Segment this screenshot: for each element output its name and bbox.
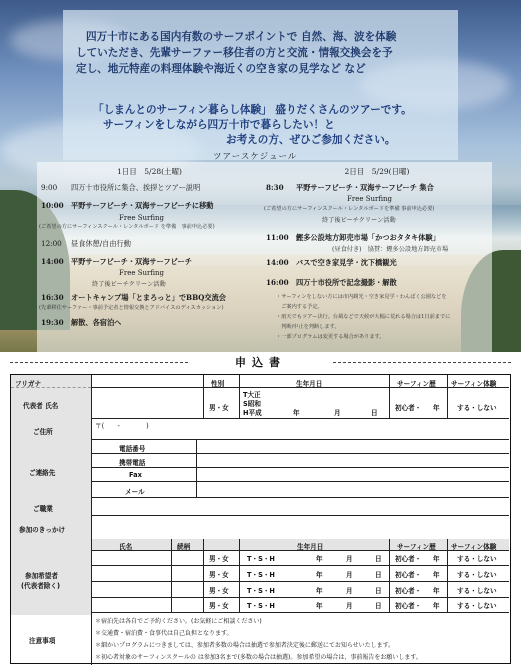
year-label: 年 <box>316 587 323 595</box>
participant-era-options[interactable]: T・S・H <box>247 571 275 579</box>
schedule-event: 12:00 昼食休憩/自由行動 <box>41 239 131 248</box>
participant-gender-options[interactable]: 男・女 <box>209 587 229 595</box>
furigana-label: フリガナ <box>15 380 42 388</box>
participants-sublabel: (代表者除く) <box>21 582 60 590</box>
intro-line: していただき、先輩サーファー移住者の方と交流・情報交換会を予 <box>76 47 393 59</box>
surf-try-header: サーフィン体験 <box>451 380 497 388</box>
month-label: 月 <box>346 602 353 610</box>
birth-header: 生年月日 <box>296 380 323 388</box>
participant-surf-try-options[interactable]: する・しない <box>457 555 497 563</box>
address-label: ご住所 <box>33 428 53 436</box>
intro-line: お考えの方、ぜひご参加ください。 <box>226 134 396 146</box>
postal-code-field[interactable]: 〒( - ) <box>95 422 149 430</box>
schedule-event: 16:30 オートキャンプ場「とまろっと」でBBQ交流会 <box>41 293 226 302</box>
era-heisei: H平成 <box>243 409 262 417</box>
rep-surf-exp-options[interactable]: 初心者・ <box>395 404 422 412</box>
participant-era-options[interactable]: T・S・H <box>247 555 275 563</box>
participant-surf-try-options[interactable]: する・しない <box>457 587 497 595</box>
day2-header: 2日目 5/29(日曜) <box>344 167 410 176</box>
participant-surf-try-options[interactable]: する・しない <box>457 571 497 579</box>
day1-panel <box>37 162 262 352</box>
mail-label: メール <box>125 488 145 496</box>
free-surfing-label: Free Surfing <box>119 214 165 222</box>
intro-line: 四万十市にある国内有数のサーフポイントで 自然、海、波を体験 <box>86 31 397 43</box>
schedule-notes: ・サーフィンをしない方には市内観光・空き家見学・わんぱく公園などを ご案内する予定。 ・雨天でもツアー決行。台風などで天候が大幅に荒れる場合は1日前までに 判断/中止を判断します。 ・一部プログラムは変更する場合があります。 <box>276 294 451 340</box>
gender-header: 性別 <box>211 380 225 388</box>
participant-birth-header: 生年月日 <box>297 543 324 551</box>
form-line <box>91 481 509 482</box>
note-item: ＊交通費・宿泊費・食事代は自己負担となります。 <box>95 630 233 637</box>
participant-surf-exp-year: 年 <box>433 587 440 595</box>
participant-surf-exp-year: 年 <box>433 602 440 610</box>
fax-label: Fax <box>129 471 142 479</box>
rep-surf-exp-year: 年 <box>433 404 440 412</box>
month-label: 月 <box>346 555 353 563</box>
schedule-event: 10:00 平野サーフビーチ・双海サーフビーチに移動 <box>41 201 214 210</box>
era-taisho: T大正 <box>243 391 261 399</box>
phone-label: 電話番号 <box>119 445 146 453</box>
schedule-note: (ご希望の方にサーフィンスクール・レンタルボードを準備 事前申込必要) <box>264 206 435 212</box>
schedule-event: 9:00 四万十市役所に集合、挨拶とツアー説明 <box>41 183 201 192</box>
schedule-event: 11:00 鰹多公設地方卸売市場「かつおタタキ体験」 <box>266 233 440 242</box>
form-line <box>203 375 204 418</box>
year-label: 年 <box>316 555 323 563</box>
schedule-note: 終了後ビーチクリーン活動 <box>92 281 166 288</box>
form-line <box>239 539 240 612</box>
occupation-label: ご職業 <box>33 505 53 513</box>
participant-gender-options[interactable]: 男・女 <box>209 555 229 563</box>
free-surfing-label: Free Surfing <box>119 269 165 277</box>
era-showa: S昭和 <box>243 400 261 408</box>
participant-surf-exp-year: 年 <box>433 571 440 579</box>
participant-era-options[interactable]: T・S・H <box>247 602 275 610</box>
participant-surf-exp-options[interactable]: 初心者・ <box>395 587 422 595</box>
participant-era-options[interactable]: T・S・H <box>247 587 275 595</box>
participants-label: 参加希望者 <box>25 572 58 580</box>
schedule-event: 14:00 平野サーフビーチ・双海サーフビーチ <box>41 257 192 266</box>
free-surfing-label: Free Surfing <box>347 195 393 203</box>
rep-surf-try-options[interactable]: する・しない <box>457 404 497 412</box>
schedule-event: 8:30 平野サーフビーチ・双海サーフビーチ 集合 <box>266 183 434 192</box>
participant-surf-exp-header: サーフィン歴 <box>397 543 436 551</box>
year-label: 年 <box>316 571 323 579</box>
form-line <box>239 375 240 418</box>
participant-surf-exp-options[interactable]: 初心者・ <box>395 571 422 579</box>
participant-name-header: 氏名 <box>119 543 133 551</box>
application-form <box>10 374 511 664</box>
schedule-title: ツアースケジュール <box>213 152 298 162</box>
form-line <box>91 375 92 665</box>
year-label: 年 <box>316 602 323 610</box>
schedule-note: (昼食付き) 協賛：鰹多公設地方卸売市場 <box>332 246 449 253</box>
note-item: ＊初心者対象のサーフィンスクールの は参加3名まで(多数の場合は抽選)。参加希望の場合は、事前報告をお願いします。 <box>95 654 422 661</box>
birth-month-label: 月 <box>334 409 341 417</box>
participant-surf-try-header: サーフィン体験 <box>451 543 497 551</box>
day-label: 日 <box>375 602 382 610</box>
participant-gender-options[interactable]: 男・女 <box>209 571 229 579</box>
relation-header: 続柄 <box>177 543 191 551</box>
form-title: 申込書 <box>0 354 521 374</box>
surf-exp-header: サーフィン歴 <box>397 380 436 388</box>
month-label: 月 <box>346 587 353 595</box>
note-item: ＊宿泊先は各自でご予約ください。(お気軽にご相談ください) <box>95 618 262 625</box>
intro-line: サーフィンをしながら四万十市で暮らしたい！と <box>103 119 335 131</box>
form-line <box>447 375 448 418</box>
birth-year-label: 年 <box>293 409 300 417</box>
form-line <box>389 539 390 612</box>
schedule-note: (先輩移住サーファー・事前予定者と情報交換とアドバイスのディスカッション) <box>39 305 224 311</box>
form-line <box>447 539 448 612</box>
form-line <box>91 453 509 454</box>
birth-day-label: 日 <box>371 409 378 417</box>
participant-surf-exp-year: 年 <box>433 555 440 563</box>
participant-surf-exp-options[interactable]: 初心者・ <box>395 555 422 563</box>
participant-surf-try-options[interactable]: する・しない <box>457 602 497 610</box>
notes-label: 注意事項 <box>29 637 56 645</box>
day-label: 日 <box>375 555 382 563</box>
intro-box <box>63 10 458 160</box>
participant-surf-exp-options[interactable]: 初心者・ <box>395 602 422 610</box>
form-line <box>171 539 172 612</box>
contact-label: ご連絡先 <box>29 469 56 477</box>
schedule-event: 14:00 バスで空き家見学・沈下橋観光 <box>266 258 397 267</box>
participant-gender-options[interactable]: 男・女 <box>209 602 229 610</box>
note-item: ＊細かいプログラムにつきましては、参加者多数の場合は抽選で参加者決定後に郵送にてお知らせいたします。 <box>95 642 395 649</box>
schedule-event: 16:00 四万十市役所で記念撮影・解散 <box>266 278 397 287</box>
schedule-note: (ご希望の方にサーフィンスクール・レンタルボード を準備 事前申込必要) <box>39 224 215 230</box>
day2-panel <box>262 162 492 352</box>
form-line <box>196 439 197 497</box>
day-label: 日 <box>375 571 382 579</box>
form-line <box>389 375 390 418</box>
mobile-label: 携帯電話 <box>119 459 146 467</box>
day-label: 日 <box>375 587 382 595</box>
form-line <box>203 539 204 612</box>
trigger-label: 参加のきっかけ <box>19 526 66 534</box>
schedule-note: 終了後ビーチクリーン活動 <box>322 217 396 224</box>
month-label: 月 <box>346 571 353 579</box>
intro-line: 「しまんとのサーフィン暮らし体験」 盛りだくさんのツアーです。 <box>93 104 412 116</box>
intro-line: 定し、地元特産の料理体験や海近くの空き家の見学など など <box>76 63 366 75</box>
rep-gender-options[interactable]: 男・女 <box>209 404 229 412</box>
form-line <box>91 467 509 468</box>
rep-name-label: 代表者 氏名 <box>23 402 59 410</box>
schedule-event: 19:30 解散、各宿泊へ <box>41 318 122 327</box>
day1-header: 1日目 5/28(土曜) <box>117 167 182 176</box>
